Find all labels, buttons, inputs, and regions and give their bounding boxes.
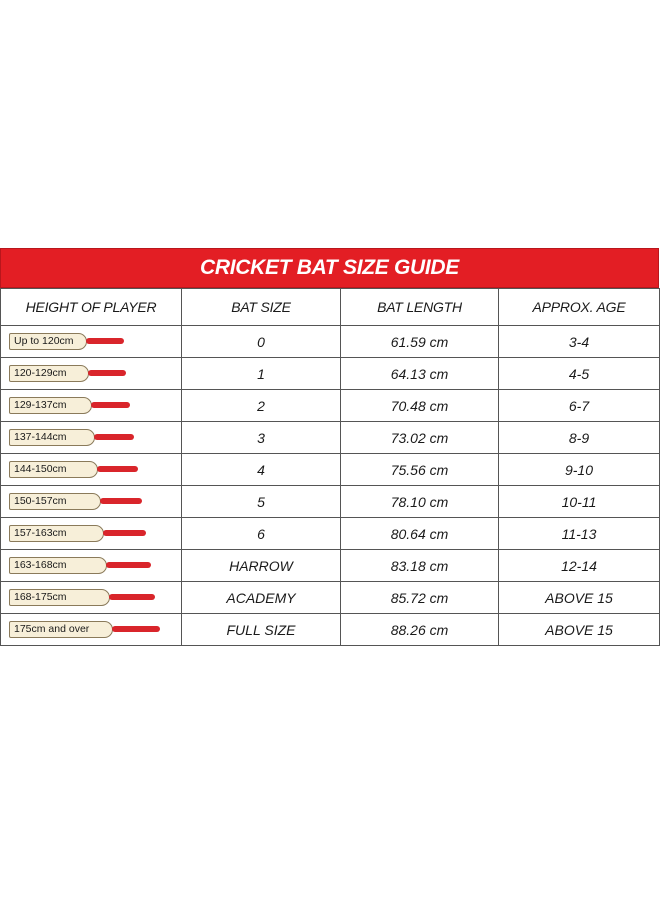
bat-blade-height-label: 129-137cm: [9, 397, 92, 414]
bat-icon: [1, 550, 181, 581]
bat-icon: [1, 326, 181, 357]
bat-handle: [103, 530, 146, 536]
bat-icon: [1, 582, 181, 613]
table-row: [1, 422, 660, 454]
bat-blade-height-label: 163-168cm: [9, 557, 107, 574]
bat-size-cell: 4: [182, 454, 341, 486]
bat-handle: [106, 562, 151, 568]
bat-size-cell: HARROW: [182, 550, 341, 582]
table-row: [1, 326, 660, 358]
age-cell: 4-5: [499, 358, 660, 390]
size-table: [0, 288, 660, 646]
column-header-height: HEIGHT OF PLAYER: [1, 289, 182, 326]
bat-size-cell: FULL SIZE: [182, 614, 341, 646]
age-cell: ABOVE 15: [499, 582, 660, 614]
age-cell: 9-10: [499, 454, 660, 486]
height-cell: [1, 486, 182, 518]
bat-length-cell: 85.72 cm: [341, 582, 499, 614]
bat-blade-height-label: 175cm and over: [9, 621, 113, 638]
age-cell: 6-7: [499, 390, 660, 422]
guide-title: CRICKET BAT SIZE GUIDE: [0, 248, 659, 288]
table-row: [1, 390, 660, 422]
bat-blade-height-label: 157-163cm: [9, 525, 104, 542]
age-cell: 12-14: [499, 550, 660, 582]
bat-handle: [94, 434, 134, 440]
age-cell: 3-4: [499, 326, 660, 358]
bat-icon: [1, 358, 181, 389]
bat-length-cell: 73.02 cm: [341, 422, 499, 454]
bat-length-cell: 83.18 cm: [341, 550, 499, 582]
bat-size-guide: [0, 248, 659, 646]
height-cell: [1, 454, 182, 486]
bat-size-cell: 1: [182, 358, 341, 390]
table-row: [1, 454, 660, 486]
column-header-bat-length: BAT LENGTH: [341, 289, 499, 326]
table-body: [1, 326, 660, 646]
bat-size-cell: 2: [182, 390, 341, 422]
height-cell: [1, 614, 182, 646]
bat-icon: [1, 486, 181, 517]
height-cell: [1, 390, 182, 422]
bat-handle: [100, 498, 142, 504]
bat-blade-height-label: Up to 120cm: [9, 333, 87, 350]
height-cell: [1, 582, 182, 614]
bat-length-cell: 88.26 cm: [341, 614, 499, 646]
bat-blade-height-label: 120-129cm: [9, 365, 89, 382]
bat-icon: [1, 422, 181, 453]
bat-blade-height-label: 144-150cm: [9, 461, 98, 478]
bat-handle: [112, 626, 160, 632]
bat-blade-height-label: 168-175cm: [9, 589, 110, 606]
table-row: [1, 518, 660, 550]
bat-icon: [1, 614, 181, 645]
height-cell: [1, 326, 182, 358]
table-row: [1, 582, 660, 614]
column-header-bat-size: BAT SIZE: [182, 289, 341, 326]
bat-handle: [88, 370, 126, 376]
bat-blade-height-label: 137-144cm: [9, 429, 95, 446]
bat-size-cell: 0: [182, 326, 341, 358]
table-row: [1, 486, 660, 518]
bat-handle: [91, 402, 130, 408]
bat-length-cell: 70.48 cm: [341, 390, 499, 422]
height-cell: [1, 550, 182, 582]
bat-icon: [1, 454, 181, 485]
bat-icon: [1, 518, 181, 549]
bat-size-cell: ACADEMY: [182, 582, 341, 614]
age-cell: ABOVE 15: [499, 614, 660, 646]
bat-size-cell: 6: [182, 518, 341, 550]
bat-length-cell: 61.59 cm: [341, 326, 499, 358]
height-cell: [1, 422, 182, 454]
bat-icon: [1, 390, 181, 421]
bat-handle: [86, 338, 124, 344]
column-header-age: APPROX. AGE: [499, 289, 660, 326]
age-cell: 10-11: [499, 486, 660, 518]
bat-length-cell: 75.56 cm: [341, 454, 499, 486]
bat-size-cell: 5: [182, 486, 341, 518]
age-cell: 8-9: [499, 422, 660, 454]
bat-blade-height-label: 150-157cm: [9, 493, 101, 510]
bat-handle: [97, 466, 138, 472]
table-row: [1, 550, 660, 582]
height-cell: [1, 518, 182, 550]
bat-length-cell: 78.10 cm: [341, 486, 499, 518]
header-row: [1, 289, 660, 326]
table-row: [1, 614, 660, 646]
table-row: [1, 358, 660, 390]
bat-length-cell: 80.64 cm: [341, 518, 499, 550]
bat-size-cell: 3: [182, 422, 341, 454]
bat-length-cell: 64.13 cm: [341, 358, 499, 390]
height-cell: [1, 358, 182, 390]
age-cell: 11-13: [499, 518, 660, 550]
bat-handle: [109, 594, 155, 600]
